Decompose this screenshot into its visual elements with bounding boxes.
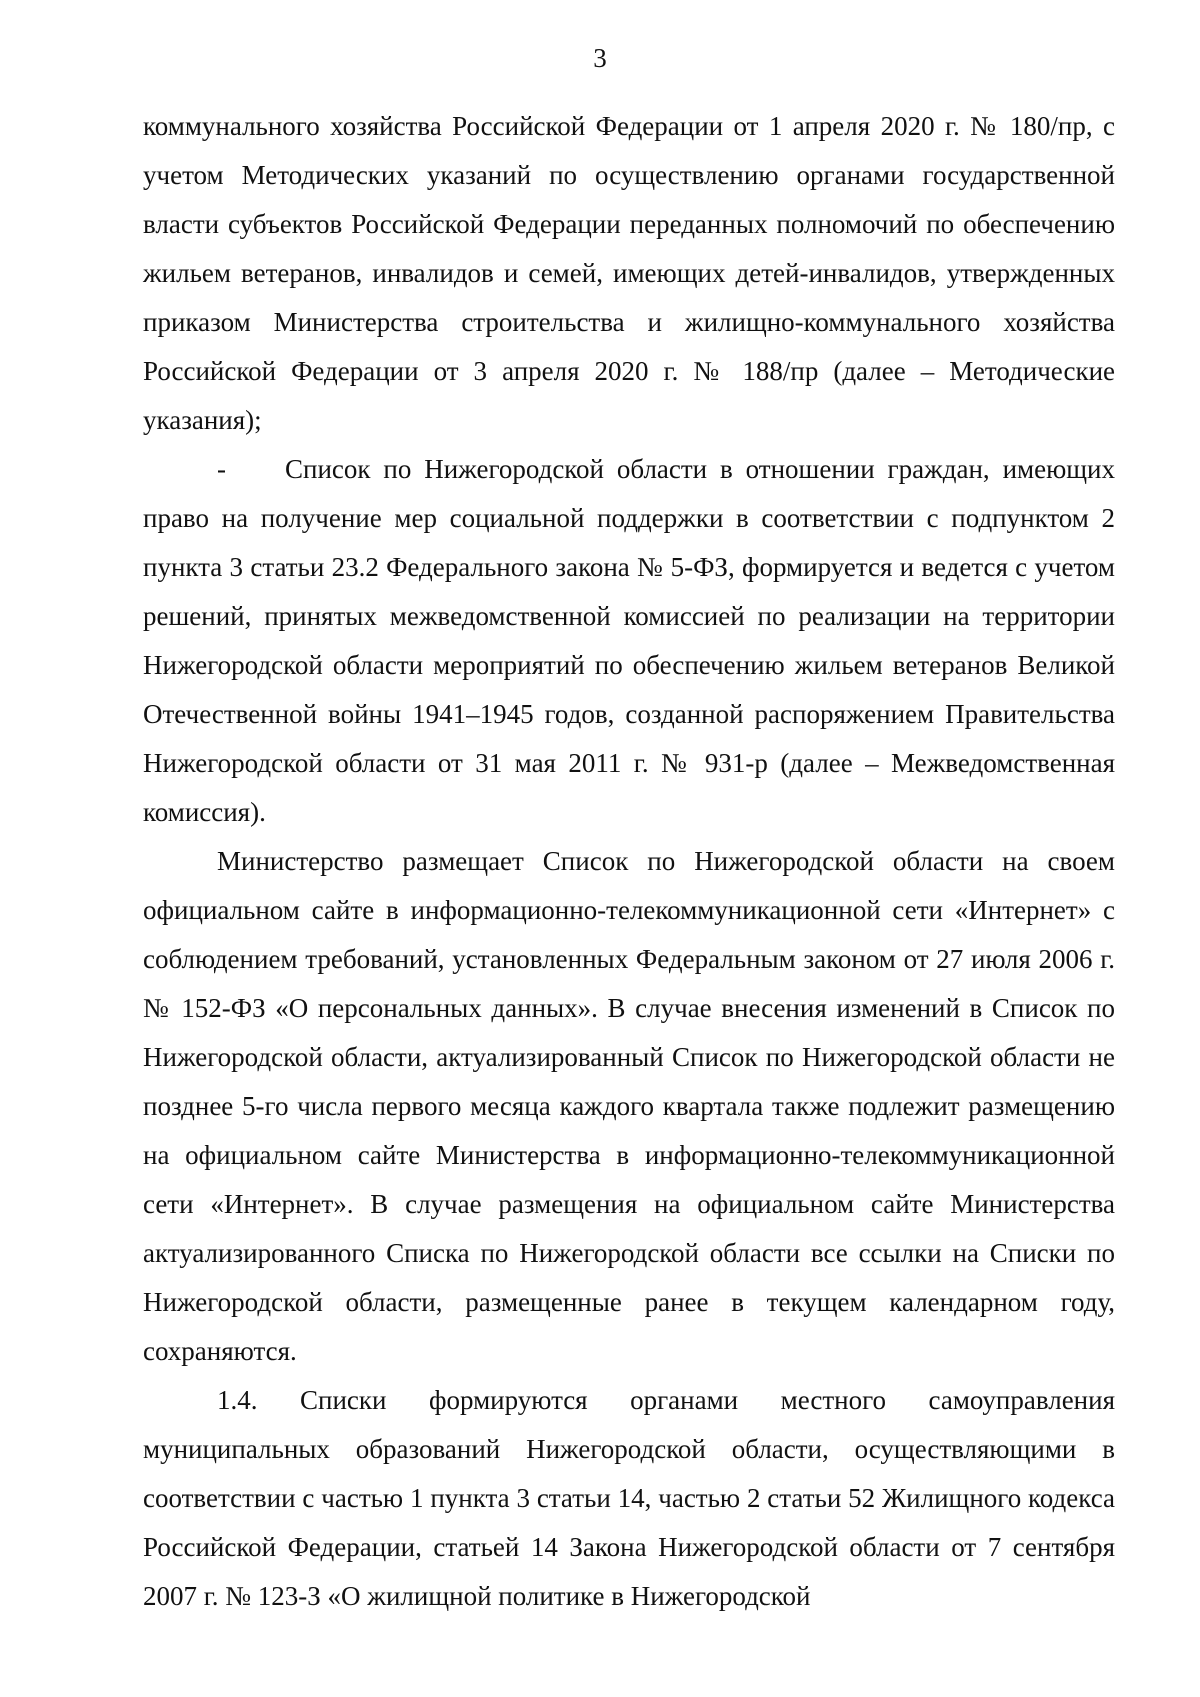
list-item-text: Список по Нижегородской области в отношении граждан, имеющих право на получение мер социальной поддержки в соответствии с подпунктом 2 пункта 3 статьи 23.2 Федерального закона № 5-ФЗ, формируется и ведется с учетом решений, принятых межведомственной комиссией по реализации на территории Нижегородской области мероприятий по обеспечению жильем ветеранов Великой Отечественной войны 1941–1945 годов, созданной распоряжением Правительства Нижегородской области от 31 мая 2011 г. № 931-р (далее – Межведомственная комиссия). [143, 454, 1115, 827]
page-number: 3 [593, 43, 607, 73]
document-body [143, 102, 1115, 1621]
paragraph: Министерство размещает Список по Нижегородской области на своем официальном сайте в информационно-телекоммуникационной сети «Интернет» с соблюдением требований, установленных Федеральным законом от 27 июля 2006 г. № 152-ФЗ «О персональных данных». В случае внесения изменений в Список по Нижегородской области, актуализированный Список по Нижегородской области не позднее 5-го числа первого месяца каждого квартала также подлежит размещению на официальном сайте Министерства в информационно-телекоммуникационной сети «Интернет». В случае размещения на официальном сайте Министерства актуализированного Списка по Нижегородской области все ссылки на Списки по Нижегородской области, размещенные ранее в текущем календарном году, сохраняются. [143, 846, 1115, 1366]
list-item-dash [143, 445, 1115, 837]
paragraph-section-1-4: 1.4. Списки формируются органами местного самоуправления муниципальных образований Нижегородской области, осуществляющими в соответствии с частью 1 пункта 3 статьи 14, частью 2 статьи 52 Жилищного кодекса Российской Федерации, статьей 14 Закона Нижегородской области от 7 сентября 2007 г. № 123-З «О жилищной политике в Нижегородской [143, 1385, 1115, 1611]
paragraph-continuation: коммунального хозяйства Российской Федерации от 1 апреля 2020 г. № 180/пр, с учетом Методических указаний по осуществлению органами государственной власти субъектов Российской Федерации переданных полномочий по обеспечению жильем ветеранов, инвалидов и семей, имеющих детей-инвалидов, утвержденных приказом Министерства строительства и жилищно-коммунального хозяйства Российской Федерации от 3 апреля 2020 г. № 188/пр (далее – Методические указания); [143, 111, 1115, 435]
dash-marker: - [217, 454, 226, 484]
